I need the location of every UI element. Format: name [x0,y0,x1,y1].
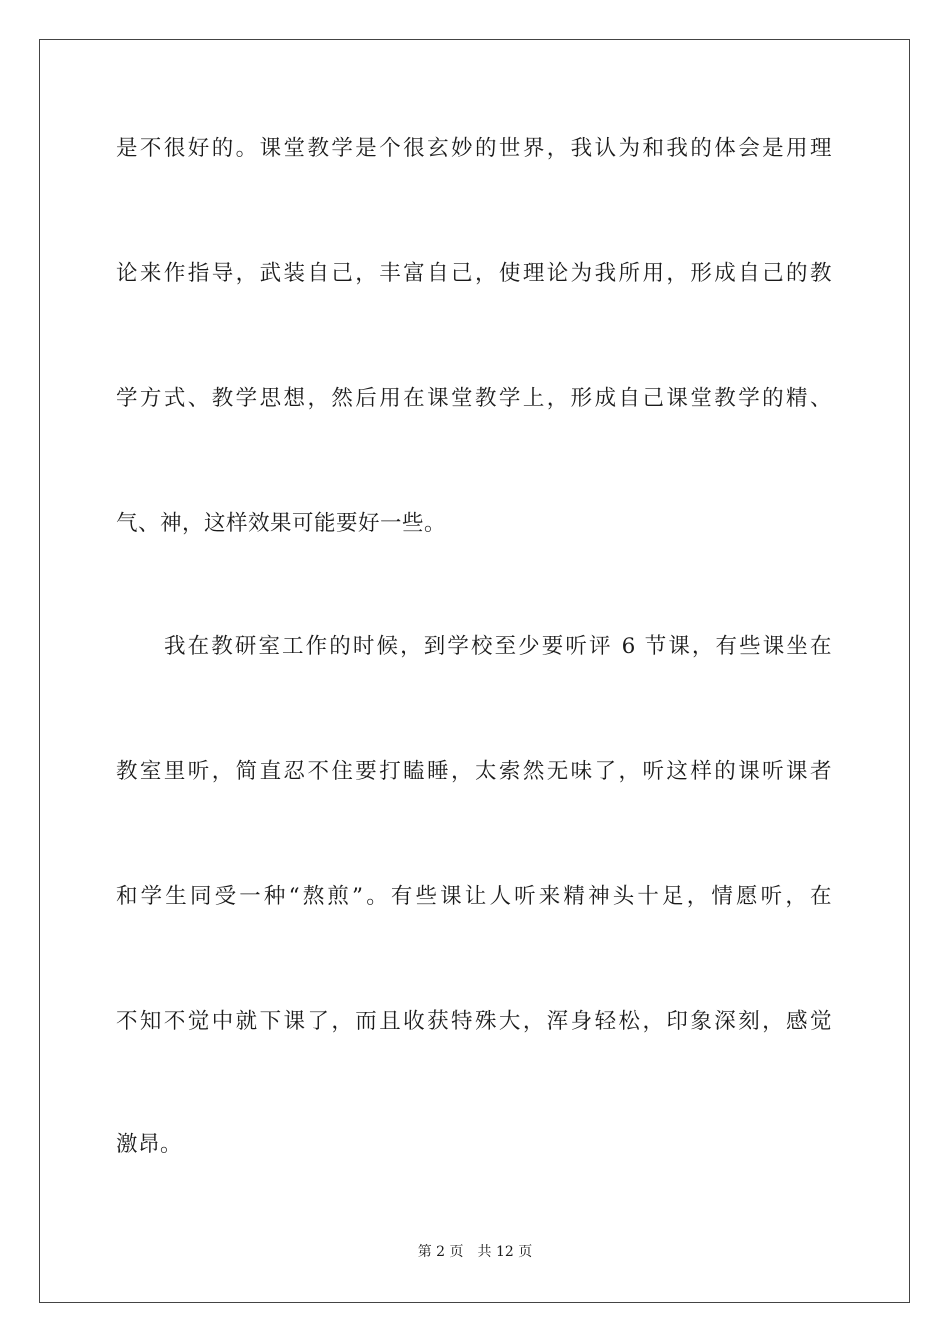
body-text-line: 教室里听，简直忍不住要打瞌睡，太索然无味了，听这样的课听课者 [116,759,832,784]
body-text-line: 和学生同受一种“熬煎”。有些课让人听来精神头十足，情愿听，在 [116,884,832,909]
body-text-line: 气、神，这样效果可能要好一些。 [116,511,447,536]
page-number: 第 2 页 [417,1244,464,1260]
page-border [39,39,910,1303]
body-text-line: 学方式、教学思想，然后用在课堂教学上，形成自己课堂教学的精、 [116,386,832,411]
paragraph-first-line: 我在教研室工作的时候，到学校至少要听评 6 节课，有些课坐在 [164,634,832,659]
body-text-line: 不知不觉中就下课了，而且收获特殊大，浑身轻松，印象深刻，感觉 [116,1009,832,1034]
body-text-line: 激昂。 [116,1132,183,1157]
page-footer [0,1243,950,1261]
body-text-line: 是不很好的。课堂教学是个很玄妙的世界，我认为和我的体会是用理 [116,136,832,161]
body-text-line: 论来作指导，武装自己，丰富自己，使理论为我所用，形成自己的教 [116,261,832,286]
page-total: 共 12 页 [477,1244,533,1260]
